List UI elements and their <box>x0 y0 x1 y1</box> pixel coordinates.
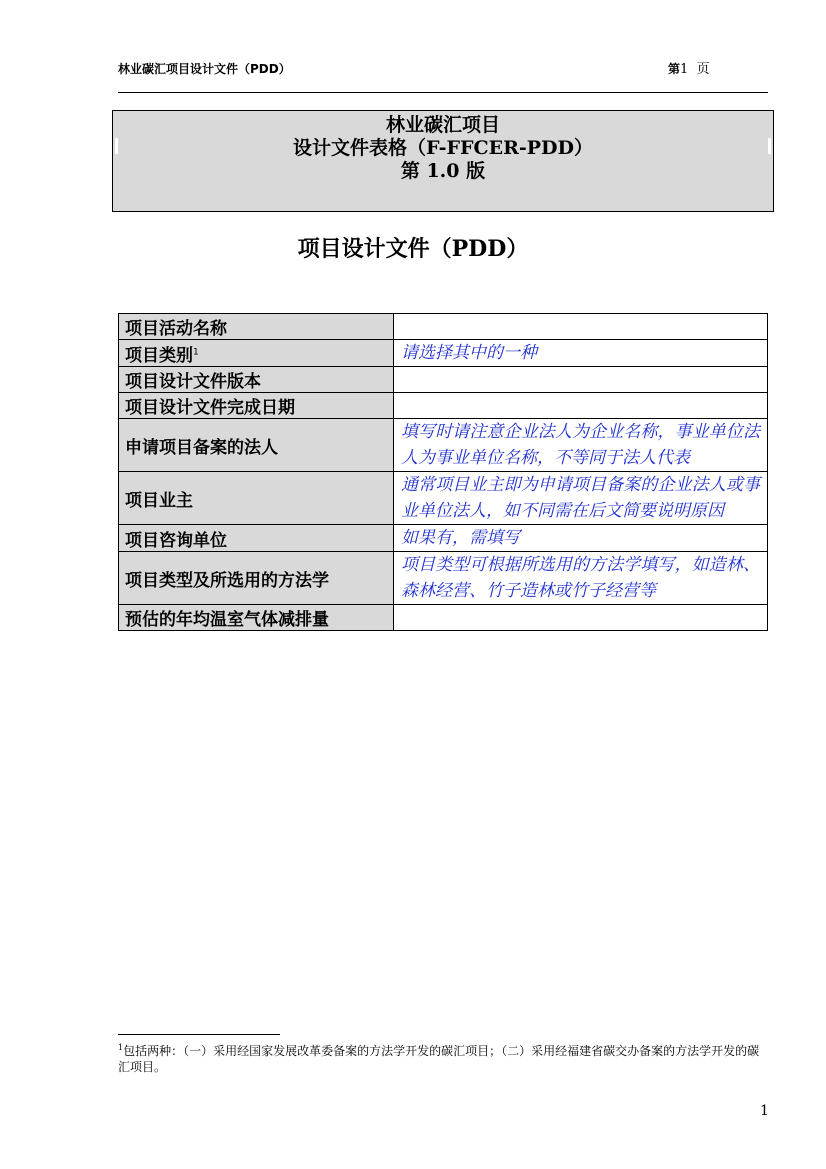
row-value-field[interactable]: 请选择其中的一种 <box>394 340 768 367</box>
row-label: 项目设计文件版本 <box>119 367 394 393</box>
title-box-right-mark <box>768 138 771 154</box>
footnote-ref[interactable]: 1 <box>193 346 199 357</box>
row-label: 项目类型及所选用的方法学 <box>119 552 394 605</box>
row-value-field[interactable]: 通常项目业主即为申请项目备案的企业法人或事业单位法人，如不同需在后文简要说明原因 <box>394 472 768 525</box>
table-row <box>119 525 768 552</box>
row-value-field[interactable]: 如果有，需填写 <box>394 525 768 552</box>
header-page-indicator <box>668 58 710 77</box>
row-label: 项目业主 <box>119 472 394 525</box>
table-row <box>119 605 768 631</box>
table-row <box>119 314 768 340</box>
table-row <box>119 552 768 605</box>
title-box-left-mark <box>115 138 118 154</box>
row-value-field[interactable]: 项目类型可根据所选用的方法学填写，如造林、森林经营、竹子造林或竹子经营等 <box>394 552 768 605</box>
row-value-field[interactable] <box>394 314 768 340</box>
row-label: 申请项目备案的法人 <box>119 419 394 472</box>
row-label <box>119 340 394 367</box>
form-title-box <box>112 110 774 212</box>
row-label: 项目咨询单位 <box>119 525 394 552</box>
title-line-2: 设计文件表格（F-FFCER-PDD） <box>292 137 594 159</box>
footnote <box>118 1040 763 1075</box>
row-value-field[interactable]: 填写时请注意企业法人为企业名称，事业单位法人为事业单位名称，不等同于法人代表 <box>394 419 768 472</box>
row-value-field[interactable] <box>394 393 768 419</box>
footnote-separator <box>118 1034 280 1035</box>
table-row <box>119 472 768 525</box>
page-prefix: 第 <box>668 62 681 76</box>
page-suffix: 页 <box>696 62 710 77</box>
row-label: 预估的年均温室气体减排量 <box>119 605 394 631</box>
page-number: 1 <box>680 62 689 77</box>
table-row <box>119 367 768 393</box>
title-line-1: 林业碳汇项目 <box>385 114 500 136</box>
header-rule <box>118 92 768 93</box>
table-row <box>119 419 768 472</box>
page-footer-number: 1 <box>760 1103 769 1119</box>
row-value-field[interactable] <box>394 605 768 631</box>
title-line-3: 第 1.0 版 <box>400 160 486 182</box>
page-title: 项目设计文件（PDD） <box>297 236 529 262</box>
row-value-field[interactable] <box>394 367 768 393</box>
table-row <box>119 393 768 419</box>
table-row <box>119 340 768 367</box>
project-info-table <box>118 313 768 631</box>
footnote-text: 包括两种：（一）采用经国家发展改革委备案的方法学开发的碳汇项目；（二）采用经福建省碳交办备案的方法学开发的碳汇项目。 <box>118 1044 760 1074</box>
row-label: 项目活动名称 <box>119 314 394 340</box>
row-label-text: 项目类别 <box>125 345 193 366</box>
row-label: 项目设计文件完成日期 <box>119 393 394 419</box>
header-doc-title: 林业碳汇项目设计文件（PDD） <box>118 62 291 76</box>
footnote-number: 1 <box>118 1043 124 1052</box>
